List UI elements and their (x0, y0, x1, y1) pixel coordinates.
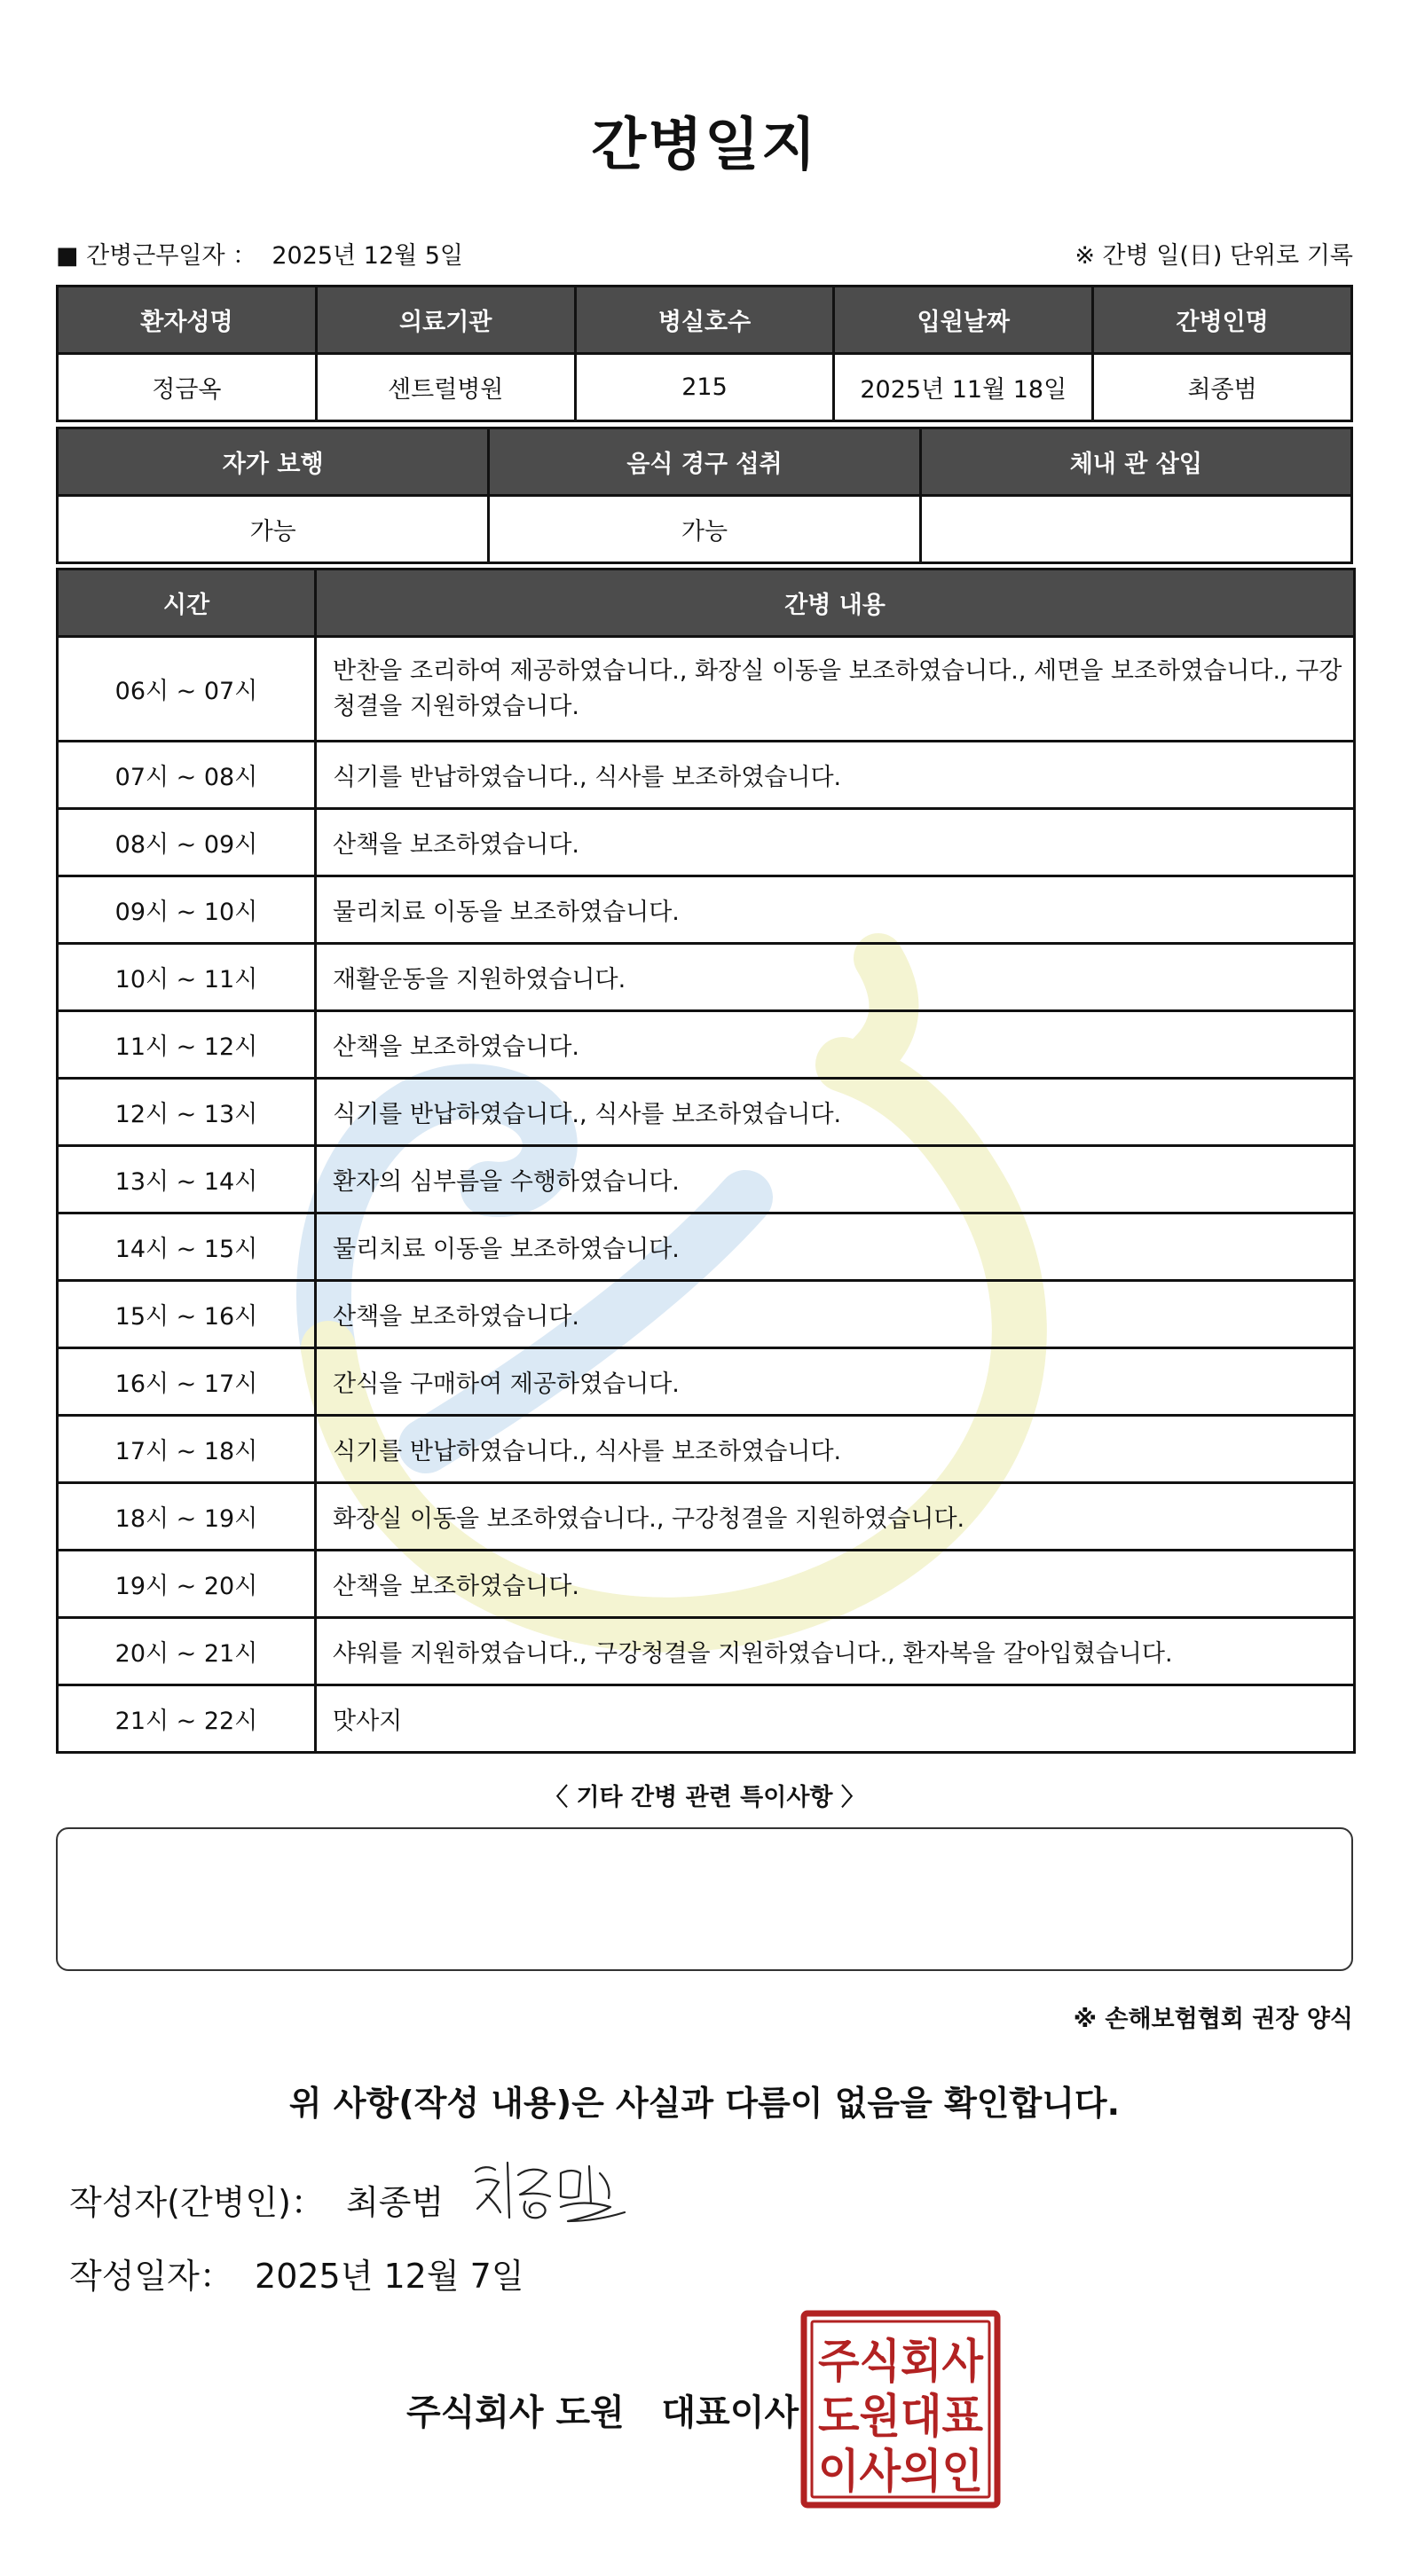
table-row (58, 1281, 1355, 1348)
log-time: 07시 ~ 08시 (58, 742, 316, 809)
log-time: 16시 ~ 17시 (58, 1348, 316, 1416)
company-name: 주식회사 도원 대표이사 (406, 2392, 799, 2433)
table-row (58, 1483, 1355, 1551)
log-time: 06시 ~ 07시 (58, 637, 316, 742)
header-care-content: 간병 내용 (316, 569, 1355, 637)
notes-title: 〈 기타 간병 관련 특이사항 〉 (544, 1784, 865, 1811)
handwritten-signature (468, 2156, 637, 2230)
table-row (58, 1416, 1355, 1483)
log-time: 15시 ~ 16시 (58, 1281, 316, 1348)
hospital-name: 센트럴병원 (316, 354, 575, 421)
log-time: 14시 ~ 15시 (58, 1213, 316, 1281)
company-representative (406, 2384, 799, 2435)
header-tube-insertion: 체내 관 삽입 (920, 428, 1351, 496)
care-log-table (56, 568, 1356, 1754)
header-admission-date: 입원날짜 (834, 287, 1093, 354)
log-time: 18시 ~ 19시 (58, 1483, 316, 1551)
log-time: 21시 ~ 22시 (58, 1685, 316, 1753)
header-time: 시간 (58, 569, 316, 637)
confirmation-statement: 위 사항(작성 내용)은 사실과 다름이 없음을 확인합니다. (288, 2084, 1121, 2123)
log-content: 식기를 반납하였습니다., 식사를 보조하였습니다. (316, 1416, 1355, 1483)
table-row (58, 637, 1355, 742)
work-date-label: ■ 간병근무일자 ： (56, 242, 257, 270)
table-row (58, 1618, 1355, 1685)
log-content: 산책을 보조하였습니다. (316, 1551, 1355, 1618)
log-content: 환자의 심부름을 수행하였습니다. (316, 1146, 1355, 1213)
table-header-row (58, 428, 1352, 496)
header-hospital: 의료기관 (316, 287, 575, 354)
log-time: 20시 ~ 21시 (58, 1618, 316, 1685)
log-content: 맛사지 (316, 1685, 1355, 1753)
log-time: 09시 ~ 10시 (58, 876, 316, 944)
notes-box (56, 1827, 1353, 1971)
care-log-body (58, 637, 1355, 1753)
header-caregiver: 간병인명 (1093, 287, 1352, 354)
write-date-label: 작성일자： (69, 2257, 233, 2296)
header-self-walking: 자가 보행 (58, 428, 489, 496)
patient-name: 정금옥 (58, 354, 317, 421)
form-note: ※ 손해보험협회 권장 양식 (1073, 2006, 1353, 2033)
header-patient-name: 환자성명 (58, 287, 317, 354)
log-time: 13시 ~ 14시 (58, 1146, 316, 1213)
log-content: 식기를 반납하였습니다., 식사를 보조하였습니다. (316, 742, 1355, 809)
table-row (58, 1551, 1355, 1618)
seal-text-line: 주식회사 (818, 2336, 984, 2389)
log-time: 08시 ~ 09시 (58, 809, 316, 876)
table-row (58, 1213, 1355, 1281)
log-time: 10시 ~ 11시 (58, 944, 316, 1011)
table-header-row (58, 569, 1355, 637)
header-oral-intake: 음식 경구 섭취 (489, 428, 920, 496)
table-row (58, 1685, 1355, 1753)
header-room: 병실호수 (575, 287, 834, 354)
admission-date: 2025년 11월 18일 (834, 354, 1093, 421)
log-content: 반찬을 조리하여 제공하였습니다., 화장실 이동을 보조하였습니다., 세면을 보조하였습니다., 구강청결을 지원하였습니다. (316, 637, 1355, 742)
write-date-line (69, 2249, 524, 2297)
log-content: 물리치료 이동을 보조하였습니다. (316, 876, 1355, 944)
log-content: 화장실 이동을 보조하였습니다., 구강청결을 지원하였습니다. (316, 1483, 1355, 1551)
log-time: 12시 ~ 13시 (58, 1079, 316, 1146)
work-date (56, 236, 463, 271)
unit-note: ※ 간병 일(日) 단위로 기록 (1074, 242, 1353, 270)
table-row (58, 1146, 1355, 1213)
log-content: 재활운동을 지원하였습니다. (316, 944, 1355, 1011)
room-number: 215 (575, 354, 834, 421)
patient-status-table (56, 427, 1353, 564)
seal-text-line: 도원대표 (818, 2391, 983, 2444)
patient-info-table (56, 285, 1353, 422)
table-row (58, 944, 1355, 1011)
writer-line (69, 2175, 444, 2224)
page-title: 간병일지 (591, 113, 818, 178)
log-content: 간식을 구매하여 제공하였습니다. (316, 1348, 1355, 1416)
table-row (58, 1011, 1355, 1079)
log-time: 19시 ~ 20시 (58, 1551, 316, 1618)
log-content: 식기를 반납하였습니다., 식사를 보조하였습니다. (316, 1079, 1355, 1146)
log-content: 산책을 보조하였습니다. (316, 1011, 1355, 1079)
table-row (58, 809, 1355, 876)
meta-row (56, 236, 1353, 268)
self-walking-value: 가능 (58, 496, 489, 563)
work-date-value: 2025년 12월 5일 (272, 242, 464, 270)
log-time: 17시 ~ 18시 (58, 1416, 316, 1483)
write-date-value: 2025년 12월 7일 (255, 2257, 524, 2296)
log-content: 물리치료 이동을 보조하였습니다. (316, 1213, 1355, 1281)
table-row (58, 876, 1355, 944)
table-row (58, 354, 1352, 421)
log-content: 산책을 보조하였습니다. (316, 809, 1355, 876)
writer-label: 작성자(간병인)： (69, 2183, 325, 2222)
table-row (58, 1079, 1355, 1146)
company-seal-stamp (800, 2310, 1001, 2509)
seal-text-line: 이사의인 (818, 2446, 983, 2499)
log-content: 산책을 보조하였습니다. (316, 1281, 1355, 1348)
table-row (58, 1348, 1355, 1416)
writer-name: 최종범 (346, 2183, 445, 2222)
table-header-row (58, 287, 1352, 354)
table-row (58, 742, 1355, 809)
caregiver-name: 최종범 (1093, 354, 1352, 421)
log-content: 샤워를 지원하였습니다., 구강청결을 지원하였습니다., 환자복을 갈아입혔습니다. (316, 1618, 1355, 1685)
log-time: 11시 ~ 12시 (58, 1011, 316, 1079)
tube-insertion-value (920, 496, 1351, 563)
oral-intake-value: 가능 (489, 496, 920, 563)
table-row (58, 496, 1352, 563)
